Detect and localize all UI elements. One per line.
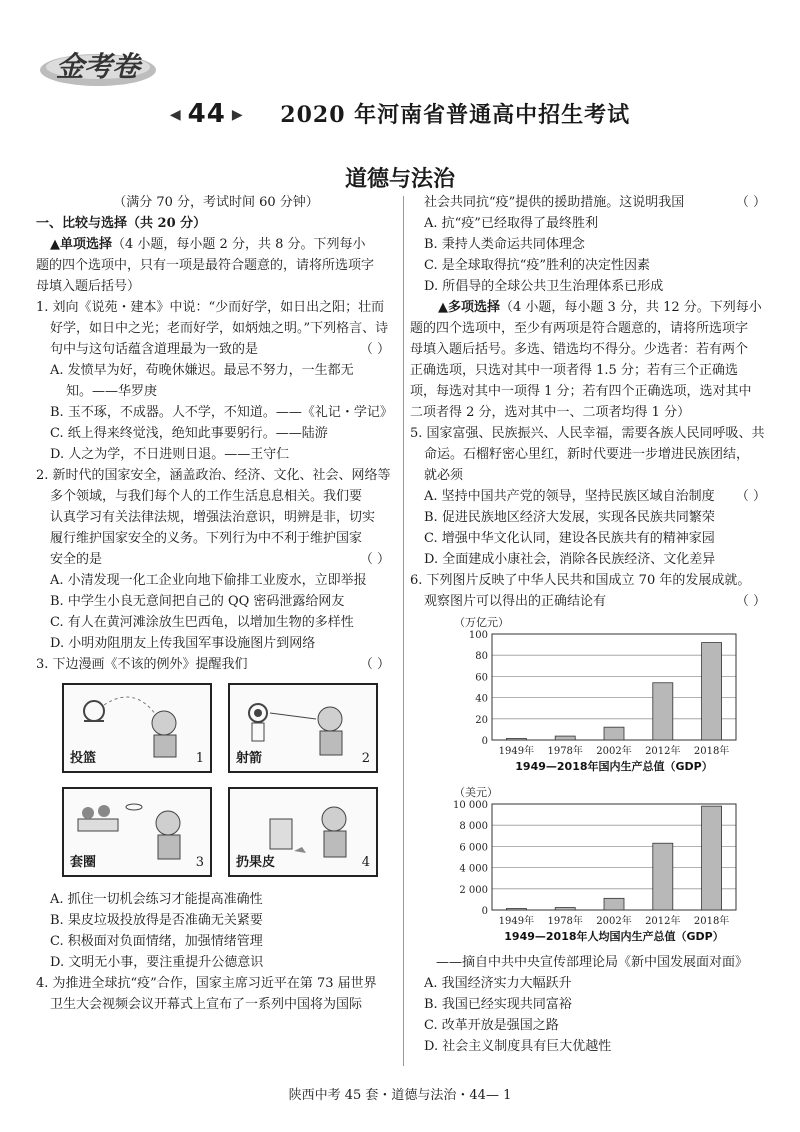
q5-stem-2: 命运。石榴籽密心里红，新时代要进一步增进民族团结， [424,447,750,462]
subject-title: 道德与法治 [344,167,455,192]
chart-1-ylabel: （美元） [454,786,498,799]
chart-1-ytick: 6 000 [459,842,488,854]
paper-number: 44 [187,99,226,129]
q4-stem-1: 4. 为推进全球抗“疫”合作，国家主席习近平在第 73 届世界 [36,976,377,991]
q6-source: ——摘自中共中央宣传部理论局《新中国发展面对面》 [436,955,749,970]
chart-0-bar [506,739,526,741]
comic-strip [62,683,380,879]
q6-stem-2: 观察图片可以得出的正确结论有 （ ） [424,594,766,609]
q2-stem-1: 2. 新时代的国家安全，涵盖政治、经济、文化、社会、网络等 [36,468,391,483]
chart-0-bar [702,643,722,740]
q2-stem-4: 履行维护国家安全的义务。下列行为中不利于维护国家 [50,531,363,546]
chart-0-xtick: 2018年 [693,746,730,757]
q2-option-a[interactable]: A. 小清发现一化工企业向地下偷排工业废水，立即举报 [50,573,367,588]
single-choice-intro-3: 母填入题后括号） [36,279,141,294]
chart-0-ytick: 20 [475,714,488,726]
chart-1-title: 1949—2018年人均国内生产总值（GDP） [504,930,724,943]
q1-stem-3: 句中与这句话蕴含道理最为一致的是 （ ） [50,342,390,357]
q4-option-b[interactable]: B. 秉持人类命运共同体理念 [424,237,585,252]
comic-panel-1 [62,683,212,773]
multi-choice-intro-3: 母填入题后括号。多选、错选均不得分。少选者：若有两个 [410,342,749,357]
chart-1-ytick: 10 000 [453,800,488,811]
q3-option-d[interactable]: D. 文明无小事，要注重提升公德意识 [50,955,264,970]
multi-choice-intro-2: 题的四个选项中，至少有两项是符合题意的，请将所选项字 [410,321,749,336]
left-triangle-icon: ◀ [169,107,182,123]
q5-stem-1: 5. 国家富强、民族振兴、人民幸福，需要各族人民同呼吸、共 [410,426,765,441]
panel-number-2: 2 [361,751,370,766]
panel-number-3: 3 [195,855,204,870]
q3-option-b[interactable]: B. 果皮垃圾投放得是否准确无关紧要 [50,913,263,928]
logo [38,36,158,92]
gdp-chart-svg [436,612,766,782]
section-title: 一、比较与选择（共 20 分） [36,216,207,231]
q5-option-c[interactable]: C. 增强中华文化认同，建设各民族共有的精神家园 [424,531,715,546]
per-capita-gdp-chart-svg [436,782,766,952]
chart-0-ytick: 80 [475,651,488,663]
q1-option-a-cont: 知。——华罗庚 [66,384,158,399]
q5-option-d[interactable]: D. 全面建成小康社会，消除各民族经济、文化差异 [424,552,716,567]
panel-number-1: 1 [195,751,204,766]
chart-0-title: 1949—2018年国内生产总值（GDP） [515,760,713,773]
chart-0-ylabel: （万亿元） [454,616,509,629]
q1-stem-1: 1. 刘向《说苑・建本》中说：“少而好学，如日出之阳；壮而 [36,300,385,315]
right-column: 社会共同抗“疫”提供的援助措施。这说明我国 （ ） A. 抗“疫”已经取得了最终胜利 B. 秉持人类命运共同体理念 C. 是全球取得抗“疫”胜利的决定性因素 D. 所倡导的全球公共卫生治理体系已形成 ▲多项选择（4 小题，每小题 3 分，共 12 分。下列每小 题的四个选项中，至少有两项是符合题意的，请将所选项字 母填入题后括号。多选、错选均不得分。少选者：若有两个 正确选项，只选对其中一项者得 1.5 分；若有三个正确选 项，每选对其中一项得 1 分；若有四个正确选项，选对其中 二项者得 2 分，选对其中一、二项者均得 1 分） 5. 国家富强、民族振兴、人民幸福，需要各族人民同呼吸、共 命运。石榴籽密心里红，新时代要进一步增进民族团结， 就必须 （ ） A. 坚持中国共产党的领导，坚持民族区域自治制度 B. 促进民族地区经济大发展，实现各民族共同繁荣 C. 增强中华文化认同，建设各民族共有的精神家园 D. 全面建成小康社会，消除各民族经济、文化差异 6. 下列图片反映了中华人民共和国成立 70 年的发展成就。 观察图片可以得出的正确结论有 （ ） （万亿元） 0 20 40 60 80 100 1949年 1978年 2002年 2012年 2018年 1949—2018年国内生产总值（GDP） （美元） 0 2 000 4 000 6 000 8 000 10 000 1949年 1978年 2002年 2012年 2018年 1949—2018年人均国内生产总值（GDP） ——摘自中共中央宣传部理论局《新中国发展面对面》 A. 我国经济实力大幅跃升 B. 我国已经实现共同富裕 C. 改革开放是强国之路 D. 社会主义制度具有巨大优越性 [410,192,772,1057]
single-choice-intro-2: 题的四个选项中，只有一项是最符合题意的，请将所选项字 [36,258,375,273]
right-triangle-icon: ▶ [231,107,244,123]
chart-0-frame [492,634,736,740]
q3-stem: 3. 下边漫画《不该的例外》提醒我们 （ ） [36,657,390,672]
q2-stem-2: 多个领域，与我们每个人的工作生活息息相关。我们要 [50,489,363,504]
chart-1-xtick: 2002年 [596,916,632,927]
q2-option-b[interactable]: B. 中学生小良无意间把自己的 QQ 密码泄露给网友 [50,594,345,609]
chart-0-xtick: 1949年 [498,746,535,757]
q6-option-b[interactable]: B. 我国已经实现共同富裕 [424,997,572,1012]
q5-option-a[interactable]: A. 坚持中国共产党的领导，坚持民族区域自治制度 [424,489,715,504]
chart-0-bar [555,736,575,740]
chart-0-xtick: 1978年 [547,746,583,757]
column-divider [403,196,404,1066]
panel-label-2: 射箭 [236,751,263,766]
chart-0-ytick: 40 [475,693,488,705]
q4-option-d[interactable]: D. 所倡导的全球公共卫生治理体系已形成 [424,279,664,294]
exam-title: 2020 年河南省普通高中招生考试 [280,102,631,128]
comic-panel-4 [228,787,378,877]
gdp-chart [436,612,772,782]
chart-0-xtick: 2002年 [596,746,632,757]
chart-1-frame [492,804,736,910]
panel-label-3: 套圈 [70,855,97,870]
chart-0-bar [653,683,673,740]
panel-label-1: 投篮 [70,751,97,766]
chart-1-xtick: 1949年 [498,916,535,927]
chart-1-bar [653,843,673,910]
multi-choice-intro-5: 项，每选对其中一项得 1 分；若有四个正确选项，选对其中 [410,384,752,399]
panel-number-4: 4 [361,855,370,870]
q1-option-c[interactable]: C. 纸上得来终觉浅，绝知此事要躬行。——陆游 [50,426,328,441]
single-choice-intro: ▲单项选择（4 小题，每小题 2 分，共 8 分。下列每小 [50,237,366,252]
chart-0-xtick: 2012年 [645,746,681,757]
comic-panel-3 [62,787,212,877]
q4-stem-2: 卫生大会视频会议开幕式上宣布了一系列中国将为国际 [50,997,363,1012]
chart-1-xtick: 2018年 [693,916,730,927]
q5-stem-3: 就必须 [424,468,464,483]
chart-1-bar [555,908,575,910]
q1-option-d[interactable]: D. 人之为学，不日进则日退。——王守仁 [50,447,290,462]
q6-option-a[interactable]: A. 我国经济实力大幅跃升 [424,976,572,991]
panel-label-4: 扔果皮 [236,855,276,870]
page-footer: 陕西中考 45 套・道德与法治・44— 1 [288,1088,512,1103]
page-title [0,98,800,129]
q2-stem-5: 安全的是 （ ） [50,552,390,567]
chart-0-ytick: 60 [475,672,488,684]
q4-option-a[interactable]: A. 抗“疫”已经取得了最终胜利 [424,216,598,231]
chart-1-ytick: 8 000 [459,821,488,833]
q4-stem-3: 社会共同抗“疫”提供的援助措施。这说明我国 （ ） [424,195,766,210]
left-column [36,192,396,1015]
q5-option-b[interactable]: B. 促进民族地区经济大发展，实现各民族共同繁荣 [424,510,715,525]
multi-choice-intro-6: 二项者得 2 分，选对其中一、二项者均得 1 分） [410,405,691,420]
question-3 [36,654,396,973]
q3-option-a[interactable]: A. 抓住一切机会练习才能提高准确性 [50,892,263,907]
chart-1-bar [506,909,526,911]
q1-option-b[interactable]: B. 玉不琢，不成器。人不学，不知道。——《礼记・学记》 [50,405,393,420]
q1-option-a[interactable]: A. 发愤早为好，苟晚休嫌迟。最忌不努力，一生都无 [50,363,354,378]
logo-text: 金考卷 [55,50,141,83]
chart-1-bar [702,806,722,910]
question-1 [36,297,396,465]
chart-1-ytick: 0 [481,906,488,917]
q2-option-c[interactable]: C. 有人在黄河滩涂放生巴西龟，以增加生物的多样性 [50,615,354,630]
chart-1-bar [604,898,624,910]
chart-0-bar [604,727,624,740]
q2-option-d[interactable]: D. 小明劝阻朋友上传我国军事设施图片到网络 [50,636,316,651]
chart-1-xtick: 1978年 [547,916,583,927]
comic-panel-2 [228,683,378,773]
chart-0-ytick: 100 [468,630,488,641]
q6-option-c[interactable]: C. 改革开放是强国之路 [424,1018,559,1033]
q6-stem-1: 6. 下列图片反映了中华人民共和国成立 70 年的发展成就。 [410,573,751,588]
multi-choice-intro: ▲多项选择（4 小题，每小题 3 分，共 12 分。下列每小 [438,300,762,315]
q1-stem-2: 好学，如日中之光；老而好学，如炳烛之明。”下列格言、诗 [50,321,389,336]
multi-choice-intro-4: 正确选项，只选对其中一项者得 1.5 分；若有三个正确选 [410,363,738,378]
chart-1-ytick: 2 000 [459,884,488,896]
q4-option-c[interactable]: C. 是全球取得抗“疫”胜利的决定性因素 [424,258,651,273]
chart-1-ytick: 4 000 [459,863,488,875]
chart-0-ytick: 0 [481,736,488,747]
question-2 [36,465,396,654]
q6-option-d[interactable]: D. 社会主义制度具有巨大优越性 [424,1039,612,1054]
exam-info: （满分 70 分，考试时间 60 分钟） [113,195,319,210]
per-capita-gdp-chart [436,782,772,952]
q3-option-c[interactable]: C. 积极面对负面情绪，加强情绪管理 [50,934,263,949]
q2-stem-3: 认真学习有关法律法规，增强法治意识，明辨是非，切实 [50,510,376,525]
chart-1-xtick: 2012年 [645,916,681,927]
